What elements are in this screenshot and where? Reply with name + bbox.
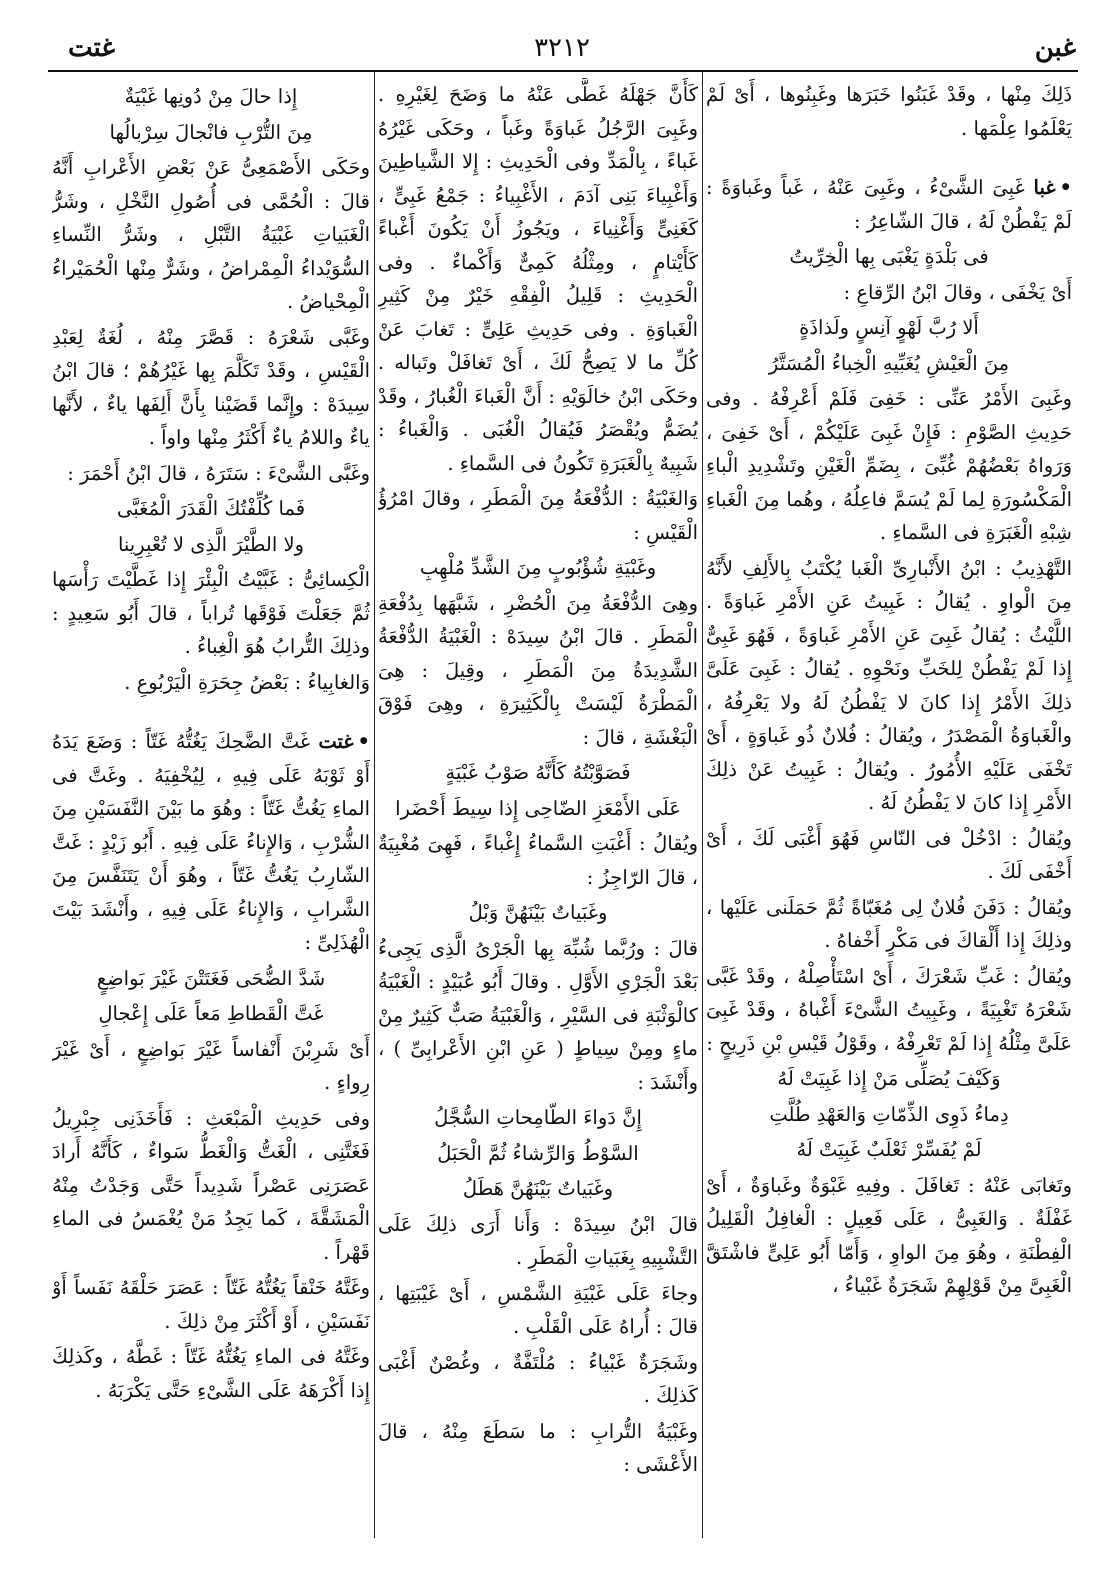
entry-bullet-icon: • [357,730,370,753]
paragraph [378,827,698,894]
verse-line [706,240,1072,274]
verse-line [378,551,698,585]
paragraph [52,1102,370,1270]
paragraph-text: وَالغَبْيَةُ : الدُّفْعَةُ مِنَ الْمَطَرِ ، وقالَ امْرُؤُ الْقَيْسِ : [378,487,698,544]
column-divider [374,72,375,1538]
paragraph [706,552,1072,820]
paragraph [706,822,1072,889]
header-headword-left: غتت [68,33,115,63]
verse-text: لَمْ يُفَسِّرْ ثَعْلَبٌ غَبِيَتْ لَهُ [796,1138,982,1161]
verse-line [378,756,698,790]
paragraph [378,1277,698,1344]
verse-text: فَصَوَّبْتُهُ كَأَنَّهُ صَوْبُ غَبْيَةٍ [445,761,631,784]
verse-text: أَلا رُبَّ لَهْوٍ آنِسٍ ولَذاذَةٍ [799,316,979,339]
verse-line [52,492,370,526]
paragraph-text: كَأَنَّ جَهْلَهُ غَطَّى عَنْهُ ما وَضَحَ لِغَيْرِهِ . وغَبِىَ الرَّجُلُ غَباوَةً وغَباً ، وحَكَى غَيْرُهُ غَباءً ، بِالْمَدِّ وفى الْحَدِيثِ : إِلا الشَّياطِينَ وَأَغْبِياءَ بَنِى آدَمَ ، الأَغْبِياءُ : جَمْعُ غَبِىٍّ ، كَغَنِىٍّ وَأَغْنِياءَ ، ويَجُوزُ أَنْ يَكُونَ أَغْباءً كَأَيْتامٍ ، ومِثْلُهُ كَمِىٌّ وَأَكْماءٌ . وفى الْحَدِيثِ : قَلِيلُ الْفِقْهِ خَيْرٌ مِنْ كَثِيرِ الْغَباوَةِ . وفى حَدِيثِ عَلِىٍّ : تَغابَ عَنْ كُلِّ ما لا يَصِحُّ لَكَ ، أَىْ تَغافَلْ وتَباله . وحَكَى ابْنُ خالَوَيْهِ : أَنَّ الْغَباءَ الْغُبارُ ، وقَدْ يُضَمُّ ويُقْصَرُ فَيُقالُ الْغُبَى . وَالْغَباءُ : شَبِيهٌ بِالْغَبَرَةِ تَكُونُ فى السَّماءِ . [378,83,698,475]
entry-text: غَتَّ الضَّحِكَ يَغُتُّهُ غَتّاً : وَضَعَ يَدَهُ أَوْ ثَوْبَهُ عَلَى فِيهِ ، لِيُخْفِيَهُ . وغَتَّ فى الماءِ يَغُتُّ غَتّاً : وهُوَ ما بَيْنَ النَّفَسَيْنِ مِنَ الشُّرْبِ ، وَالإِناءُ عَلَى فِيهِ . أَبُو زَيْدٍ : غَتَّ الشّارِبُ يَغُتُّ غَتّاً ، وهُوَ أَنْ يَتَنَفَّسَ مِنَ الشَّرابِ ، وَالإِناءُ عَلَى فِيهِ ، وأَنْشَدَ بَيْتَ الْهُذَلِىِّ : [52,730,370,954]
verse-line [706,1062,1072,1096]
verse-line [378,1172,698,1206]
paragraph-text: وجاءَ عَلَى غَبْيَةِ الشَّمْسِ ، أَىْ غَيْبَتِها ، قالَ : أُراهُ عَلَى الْقَلْبِ . [378,1281,698,1338]
paragraph [378,78,698,480]
paragraph-text: وتَغابَى عَنْهُ : تَغافَلَ . وفِيهِ غَبْوَةٌ وغَباوَةٌ ، أَىْ غَفْلَةٌ . وَالغَبِىُّ ، عَلَى فَعِيلٍ : الْغافِلُ الْقَلِيلُ الْفِطْنَةِ ، وهُوَ مِنَ الواوِ ، وَأَمّا أَبُو عَلِىٍّ فاشْتَقَّ الْغَبِىَّ مِنْ قَوْلِهِمْ شَجَرَةٌ غَبْياءُ ، [706,1173,1072,1297]
column-divider [702,72,703,1538]
paragraph-text: ويُقالُ : دَفَنَ فُلانٌ لِى مُغَبّاةً ثُمَّ حَمَلَنى عَلَيْها ، وذلِكَ إِذا أَلْقاكَ فى مَكْرٍ أَخْفاهُ . [706,895,1072,952]
verse-line [52,116,370,150]
verse-line [52,962,370,996]
verse-line [706,1133,1072,1167]
paragraph [706,960,1072,1061]
entry-text: غَبِىَ الشَّىْءُ ، وغَبِىَ عَنْهُ ، غَباً وغَباوَةً : لَمْ يَفْطُنْ لَهُ ، قالَ الشّاعِرُ : [706,176,1072,233]
paragraph-text: وشَجَرَةٌ غَبْياءُ : مُلْتَفَّةٌ ، وغُصْنٌ أَغْبَى كَذلِكَ . [378,1350,698,1407]
paragraph-text: وغَتَّهُ خَنْقاً يَغُتُّهُ غَتّاً : عَصَرَ حَلْقَهُ نَفَساً أَوْ نَفَسَيْنِ ، أَوْ أَكْثَرَ مِنْ ذلِكَ . [52,1276,370,1333]
verse-text: إِنَّ دَواءَ الطّامِحاتِ السُّجَّلُ [434,1106,642,1129]
paragraph-text: أَىْ يَخْفَى ، وقالَ ابْنُ الرِّقاعِ : [843,280,1072,304]
paragraph-text: وهِىَ الدُّفْعَةُ مِنَ الْحُضْرِ ، شَبَّهَها بِدُفْعَةِ الْمَطَرِ . قالَ ابْنُ سِيدَهْ : الْغَبْيَةُ الدُّفْعَةُ الشَّدِيدَةُ مِنَ الْمَطَرِ ، وقِيلَ : هِىَ الْمَطْرَةُ لَيْسَتْ بِالْكَثِيرَةِ ، وهِىَ فَوْقَ الْبَغْشَةِ ، قالَ : [378,591,698,749]
verse-text: فى بَلْدَةٍ يَغْبَى بِها الْخِرِّيتُ [789,245,989,268]
paragraph [706,78,1072,145]
paragraph [706,276,1072,310]
paragraph-text: وَالغابِياءُ : بَعْضُ جِحَرَةِ الْيَرْبُوعِ . [124,670,370,694]
paragraph [52,1271,370,1338]
verse-line [52,997,370,1031]
verse-text: عَلَى الأَمْعَزِ الضّاحِى إِذا سِيطَ أَحْضَرا [395,796,681,820]
verse-line [378,1101,698,1135]
entry-bullet-icon: • [1059,176,1072,199]
paragraph [52,457,370,491]
verse-line [52,528,370,562]
verse-line [378,1137,698,1171]
verse-text: شَدَّ الضُّحَى فَغَتَتْنَ غَيْرَ بَواضِعٍ [96,966,326,990]
verse-text: وَكَيْفَ يُصَلِّى مَنْ إِذا غَبِيَتْ لَهُ [777,1067,1001,1090]
paragraph-text: وغَبَّى الشَّىْءَ : سَتَرَهُ ، قالَ ابْنُ أَحْمَرَ : [67,461,370,485]
column-left [52,78,370,1538]
paragraph [378,932,698,1100]
paragraph [52,1033,370,1100]
paragraph [378,482,698,549]
paragraph [706,382,1072,550]
paragraph-text: ويُقالُ : ادْخُلْ فى النّاسِ فَهُوَ أَغْبَى لَكَ ، أَىْ أَخْفَى لَكَ . [706,826,1072,883]
paragraph-text: ذَلِكَ مِنْها ، وقَدْ غَبَنُوا خَبَرَها وغَبِنُوها ، أَىْ لَمْ يَعْلَمُوا عِلْمَها . [706,83,1072,140]
verse-line [706,347,1072,381]
paragraph-text: الْكِسائِىُّ : غَبَّيْتُ الْبِئْرَ إِذا غَطَّيْتَ رَأْسَها ثُمَّ جَعَلْتَ فَوْقَها تُراباً ، قالَ أَبُو سَعِيدٍ : وذلِكَ التُّرابُ هُوَ الْغِباءُ . [52,568,370,658]
paragraph [52,321,370,455]
verse-line [52,80,370,114]
paragraph-text: ويُقالُ : أَغْبَتِ السَّماءُ إِغْباءً ، فَهِىَ مُغْبِيَةٌ ، قالَ الرّاجِزُ : [378,832,698,889]
page-header [48,32,1076,66]
paragraph-text: ويُقالُ : غَبِّ شَعْرَكَ ، أَىْ اسْتَأْصِلْهُ ، وقَدْ غَبَّى شَعْرَهُ تَغْبِيَةً ، وغَبِيتُ الشَّىْءَ أَغْباهُ ، وقَدْ غَبِىَ عَلَىَّ مِثْلُهُ إِذا لَمْ تَعْرِفْهُ ، وقَوْلُ قَيْسِ بْنِ ذَرِيحٍ : [706,964,1072,1055]
paragraph-text: وغَبِىَ الأَمْرُ عَنِّى : خَفِىَ فَلَمْ أَعْرِفْهُ . وفى حَدِيثِ الصَّوْمِ : فَإِنْ غَبِىَ عَلَيْكُمْ ، أَىْ خَفِىَ ، وَرَواهُ بَعْضُهُمْ غُبِّىَ ، بِضَمِّ الْغَيْنِ وتَشْدِيدِ الْباءِ الْمَكْسُورَةِ لِما لَمْ يُسَمَّ فاعِلُهُ ، وهُما مِنَ الْغَباءِ شِبْهِ الْغَبَرَةِ فى السَّماءِ . [706,387,1072,544]
paragraph [52,666,370,700]
verse-line [378,792,698,826]
paragraph [378,1415,698,1482]
page-number: ٣٢١٢ [534,33,590,63]
paragraph-text: وغَبَّى شَعْرَهُ : قَصَّرَ مِنْهُ ، لُغَةٌ لِعَبْدِ الْقَيْسِ ، وقَدْ تَكَلَّمَ بِها غَيْرُهُمْ ؛ قالَ ابْنُ سِيدَهْ : وإِنَّما قَضَيْنا بِأَنَّ أَلِفَها ياءٌ ، لأَنَّها ياءٌ واللامُ ياءٌ أَكْثَرُ مِنْها واواً . [52,325,370,449]
verse-text: مِنَ الْعَيْشِ يُغَبِّيهِ الْخِباءُ الْمُسَتَّرُ [768,351,1010,375]
entry-paragraph [52,725,370,960]
verse-text: السَّوْطُ وَالرِّشاءُ ثُمَّ الْحَبَلُ [437,1141,639,1165]
verse-text: فَما كُلِّفْتُكَ الْقَدَرَ الْمُغَبَّى [116,497,306,520]
paragraph [52,1340,370,1407]
paragraph [706,1169,1072,1303]
verse-text: وغَبْيَةِ شُؤْبُوبٍ مِنَ الشَّدِّ مُلْهِبِ [419,556,657,579]
paragraph [378,1208,698,1275]
header-rule [48,70,1078,72]
header-headword-right: غبن [1034,33,1076,63]
paragraph-text: وغَتَّهُ فى الماءِ يَغُتُّهُ غَتّاً : غَطَّهُ ، وكَذلِكَ إِذا أَكْرَهَهُ عَلَى الشَّىْءِ حَتَّى يَكْرَبَهُ . [52,1345,370,1402]
entry-paragraph [706,171,1072,238]
verse-line [706,1098,1072,1132]
paragraph [378,587,698,755]
paragraph [52,151,370,319]
paragraph [52,563,370,664]
paragraph [378,1346,698,1413]
verse-text: غَتَّ الْقَطاطِ مَعاً عَلَى إِعْجالِ [98,1002,324,1025]
verse-line [378,896,698,930]
paragraph-text: قالَ ابْنُ سِيدَهْ : وَأَنا أَرَى ذلِكَ عَلَى التَّشْبِيهِ بِغَبَياتِ الْمَطَرِ . [378,1212,698,1269]
paragraph-text: وغَبْيَةُ التُّرابِ : ما سَطَعَ مِنْهُ ، قالَ الأَعْشَى : [378,1419,698,1476]
verse-text: وغَبَياتٌ بَيْنَهُنَّ وَبْلُ [468,901,608,924]
paragraph [706,891,1072,958]
verse-text: ولا الطَّيْرَ الَّذِى لا تُعْبِرِينا [117,532,305,556]
verse-line [706,311,1072,345]
verse-text: إِذا حالَ مِنْ دُونِها غَبْيَةٌ [124,85,298,108]
paragraph-text: أَىْ شَرِبْنَ أَنْفاساً غَيْرَ بَواضِعٍ ، أَىْ غَيْرَ رِواءٍ . [52,1037,370,1094]
verse-text: مِنَ التُّرْبِ فانْجالَ سِرْبالُها [109,120,313,144]
paragraph-text: قالَ : ورُبَّما شُبِّهَ بِها الْجَرْىُ الَّذِى يَجِىءُ بَعْدَ الْجَرْىِ الأَوَّلِ . وقالَ أَبُو عُبَيْدٍ : الْغَبْيَةُ كالْوَثْبَةِ فى السَّيْرِ ، وَالْغَبْيَةُ صَبٌّ كَثِيرٌ مِنْ ماءٍ ومِنْ سِياطٍ ( عَنِ ابْنِ الأَعْرابِىِّ ) ، وأَنْشَدَ : [378,936,698,1094]
paragraph-text: التَّهْذِيبُ : ابْنُ الأَنْبارِىِّ الْغَبا يُكْتَبُ بِالأَلِفِ لأَنَّهُ مِنَ الْواوِ . يُقالُ : غَبِيتُ عَنِ الأَمْرِ غَباوَةً . اللَّيْثُ : يُقالُ غَبِىَ عَنِ الأَمْرِ غَباوَةً ، فَهُوَ غَبِىٌّ إِذا لَمْ يَفْطُنْ لِلخَبِّ ونَحْوِهِ . يُقالُ : غَبِىَ عَلَىَّ ذلِكَ الأَمْرُ إِذا كانَ لا يَفْطُنُ لَهُ ولا يَعْرِفُهُ ، والْغَباوَةُ الْمَصْدَرُ ، ويُقالُ : فُلانٌ ذُو غَباوَةٍ ، أَىْ تَخْفَى عَلَيْهِ الأُمُورُ . ويُقالُ : غَبِيتُ عَنْ ذلِكَ الأَمْرِ إِذا كانَ لا يَفْطُنُ لَهُ . [706,556,1072,814]
entry-headword: غبا [1033,176,1056,199]
paragraph-text: وحَكَى الأَصْمَعِىُّ عَنْ بَعْضِ الأَعْرابِ أَنَّهُ قالَ : الْحُمَّى فى أُصُولِ النَّخْلِ ، وشَرُّ الْغَبَياتِ غَبْيَةُ التَّبْلِ ، وشَرُّ النِّساءِ السُّوَيْداءُ الْمِمْراضُ ، وشَرٌّ مِنْها الْحُمَيْراءُ الْمِحْياضُ . [52,156,370,313]
column-right [706,78,1072,1538]
verse-text: وغَبَياتٌ بَيْنَهُنَّ هَطَلُ [462,1177,614,1200]
column-middle [378,78,698,1538]
paragraph-text: وفى حَدِيثِ الْمَبْعَثِ : فَأَخَذَنِى جِبْرِيلُ فَغَتَّنِى ، الْغَتُّ وَالْغَطُّ سَواءٌ ، كَأَنَّهُ أَرادَ عَصَرَنِى عَصْراً شَدِيداً حَتَّى وَجَدْتُ مِنْهُ الْمَشَقَّةَ ، كَما يَجِدُ مَنْ يُغْمَسُ فى الماءِ قَهْراً . [52,1106,370,1264]
verse-text: دِماءُ ذَوِى الذِّمّاتِ وَالعَهْدِ طُلَّتِ [769,1102,1009,1126]
entry-headword: غتت [318,730,354,753]
